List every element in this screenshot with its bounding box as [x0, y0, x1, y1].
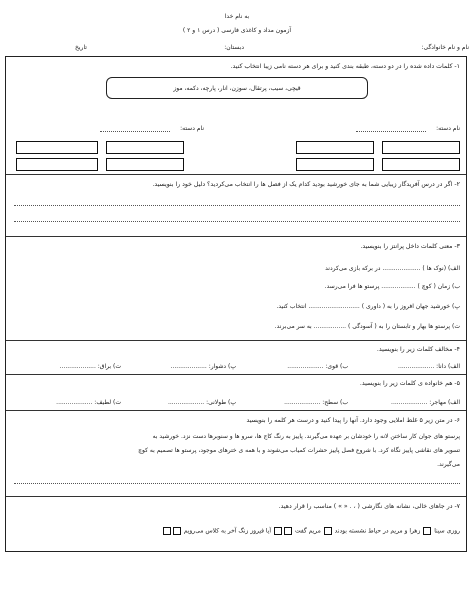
opposite-item: پ) دشوار: ...................: [170, 363, 236, 370]
name-label: نام و نام خانوادگی:: [421, 44, 469, 51]
question-3: [6, 237, 466, 341]
group-name-line-left[interactable]: [100, 131, 170, 132]
answer-box[interactable]: [296, 141, 374, 154]
family-word-item: ت) لطیف: ...................: [56, 399, 121, 406]
family-word-item: ب) سطح: ...................: [284, 399, 348, 406]
answer-box[interactable]: [16, 141, 98, 154]
question-4: [6, 341, 466, 375]
question-4-text: ۴- مخالف کلمات زیر را بنویسید.: [376, 346, 460, 353]
blank-box[interactable]: [274, 527, 282, 535]
question-6: [6, 411, 466, 497]
question-3-item: ب) زمان ( کوچ ) .................. پرستو ها فرا می‌رسد.: [324, 283, 460, 290]
passage-line: پرستو های جوان کار ساختن لانه را خودشان بر عهده می‌گیرند. پاییز به رنگ کاج ها، سرو ها و سنوبرها دست نزد. خورشید به: [152, 433, 460, 440]
question-6-text: ۶- در متن زیر ۵ غلط املایی وجود دارد. آنها را پیدا کنید و درست هر کلمه را بنویسید: [246, 417, 460, 424]
question-2-text: ۲- اگر در درس آفریدگار زیبایی شما به جای خورشید بودید کدام یک از فصل ها را انتخاب می‌کردید؟ دلیل خود را بنویسید.: [152, 181, 460, 188]
family-word-item: پ) طولانی: ...................: [167, 399, 236, 406]
group-name-label-right: نام دسته:: [436, 125, 460, 132]
question-5: [6, 375, 466, 411]
question-3-item: ت) پرستو ها بهار و تابستان را به ( آسودگی ) ................. به سر می‌برند.: [274, 323, 460, 330]
group-name-line-right[interactable]: [356, 131, 426, 132]
blank-box[interactable]: [284, 527, 292, 535]
opposite-item: ب) قوی: ...................: [287, 363, 348, 370]
blank-box[interactable]: [324, 527, 332, 535]
date-label: تاریخ: [75, 44, 87, 51]
sentence-part: زهرا و مریم در حیاط نشسته بودند: [334, 527, 421, 535]
blank-box[interactable]: [423, 527, 431, 535]
answer-box[interactable]: [16, 158, 98, 171]
question-1-text: ۱- کلمات داده شده را در دو دسته، طبقه بندی کنید و برای هر دسته نامی زیبا انتخاب کنید.: [230, 63, 460, 70]
answer-line[interactable]: [14, 483, 460, 484]
answer-box[interactable]: [382, 158, 460, 171]
answer-box[interactable]: [106, 141, 184, 154]
passage-line: می‌گیرند.: [437, 461, 460, 468]
word-bank: قیچی، سیب، پرتقال، سوزن، انار، پارچه، دکمه، موز: [106, 77, 368, 99]
class-label: دبستان:: [224, 44, 244, 51]
exam-title: آزمون مداد و کاغذی فارسی ( درس ۱ و ۲ ): [182, 27, 292, 34]
blank-box[interactable]: [173, 527, 181, 535]
passage-line: تسویر های نقاشی پاییز نگاه کرد. با شروع فصل پاییز حشرات کمیاب می‌شوند و با همه ی خترهای موجود، پرستو ها تصمیم به کوچ: [138, 447, 460, 454]
answer-box[interactable]: [382, 141, 460, 154]
family-word-item: الف) مهاجر: ...................: [391, 399, 460, 406]
answer-box[interactable]: [296, 158, 374, 171]
opposite-item: الف) دانا: ...................: [398, 363, 460, 370]
question-3-item: الف) (نوک ها ) .................... در برکه بازی می‌کردند: [325, 265, 460, 272]
question-7: [6, 497, 466, 551]
blank-box[interactable]: [163, 527, 171, 535]
bismillah: به نام خدا: [224, 13, 250, 20]
exam-frame: [5, 56, 467, 552]
sentence-part: روزی سینا: [434, 527, 460, 535]
sentence-part: آیا فیروز زنگ آخر به کلاس می‌رویم: [183, 527, 272, 535]
answer-line[interactable]: [14, 221, 460, 222]
question-1: [6, 57, 466, 175]
punctuation-sentence: [162, 527, 460, 536]
question-2: [6, 175, 466, 237]
answer-box[interactable]: [106, 158, 184, 171]
opposite-item: ت) براق: ...................: [59, 363, 121, 370]
sentence-part: مریم گفت: [294, 527, 321, 535]
question-3-text: ۳- معنی کلمات داخل پرانتز را بنویسید.: [360, 243, 460, 250]
question-7-text: ۷- در جاهای خالی، نشانه های نگارشی ( ، . « » ) مناسب را قرار دهید.: [278, 503, 460, 510]
group-name-label-left: نام دسته:: [180, 125, 204, 132]
question-5-text: ۵- هم خانواده ی کلمات زیر را بنویسید.: [359, 380, 460, 387]
answer-line[interactable]: [14, 205, 460, 206]
question-3-item: پ) خورشید جهان افروز را به ( داوری ) ........................... انتخاب کنید.: [276, 303, 460, 310]
